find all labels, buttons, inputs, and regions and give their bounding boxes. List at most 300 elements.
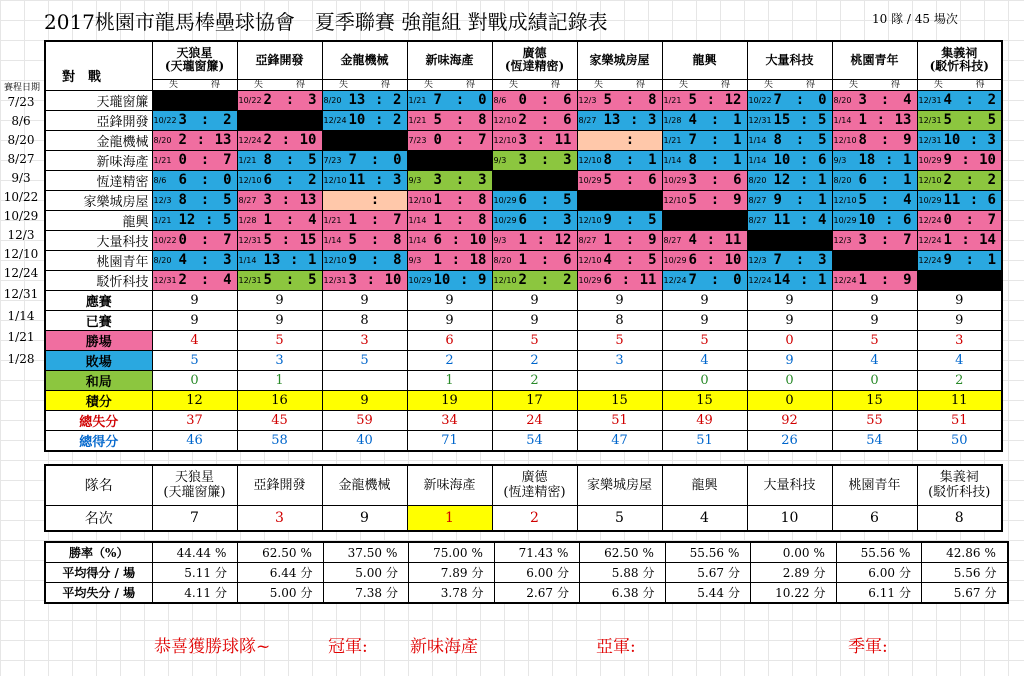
score-left: 6 bbox=[263, 172, 272, 188]
score-left: 7 bbox=[348, 152, 357, 168]
match-score bbox=[259, 272, 322, 288]
match-date: 10/29 bbox=[663, 175, 687, 185]
score-right: 13 bbox=[299, 192, 317, 208]
score-sep: : bbox=[285, 272, 295, 288]
match-date: 1/21 bbox=[408, 115, 427, 125]
match-date: 1/14 bbox=[833, 115, 852, 125]
score-sep: : bbox=[370, 192, 380, 208]
match-cell bbox=[917, 190, 1002, 210]
score-sep: : bbox=[196, 132, 205, 148]
score-sep: : bbox=[200, 232, 210, 248]
score-right: 12 bbox=[724, 92, 742, 108]
match-date: 1/14 bbox=[408, 215, 427, 225]
won-label: 得 bbox=[805, 79, 815, 90]
stat-value: 59 bbox=[322, 410, 407, 430]
stat-label: 積分 bbox=[45, 390, 152, 410]
pct-label: 勝率（%） bbox=[45, 542, 152, 563]
match-cell bbox=[492, 190, 577, 210]
score-sep: : bbox=[965, 172, 974, 188]
match-cell bbox=[492, 250, 577, 270]
score-right: 1 bbox=[818, 172, 827, 188]
match-score bbox=[174, 192, 237, 208]
pct-value: 6.00 bbox=[494, 563, 557, 583]
score-right: 8 bbox=[478, 212, 487, 228]
schedule-date: 8/27 bbox=[7, 152, 35, 166]
congrats-text: 恭喜獲勝球隊~ bbox=[154, 637, 271, 657]
score-left: 13 bbox=[603, 112, 621, 128]
match-cell bbox=[747, 190, 832, 210]
match-date: 1/14 bbox=[748, 135, 767, 145]
score-sep: : bbox=[370, 212, 380, 228]
match-date: 1/21 bbox=[663, 135, 682, 145]
match-score bbox=[429, 212, 492, 228]
score-right: 5 bbox=[308, 152, 317, 168]
match-cell bbox=[237, 250, 322, 270]
stat-value: 54 bbox=[492, 430, 577, 451]
score-right: 5 bbox=[818, 132, 827, 148]
match-date: 10/29 bbox=[493, 215, 517, 225]
match-date: 8/20 bbox=[323, 95, 342, 105]
score-right: 8 bbox=[478, 192, 487, 208]
pct-unit: 分 bbox=[215, 563, 238, 583]
match-date: 12/10 bbox=[578, 155, 602, 165]
row-team-name: 大量科技 bbox=[45, 230, 152, 250]
schedule-date: 8/20 bbox=[7, 133, 35, 147]
score-right: 6 bbox=[903, 212, 912, 228]
score-left: 9 bbox=[348, 252, 357, 268]
stat-value: 3 bbox=[237, 350, 322, 370]
match-cell bbox=[407, 230, 492, 250]
pct-unit: % bbox=[728, 542, 751, 563]
stat-value: 9 bbox=[662, 310, 747, 330]
match-score bbox=[514, 212, 577, 228]
stat-value: 26 bbox=[747, 430, 832, 451]
rank-team-label: 隊名 bbox=[45, 465, 152, 505]
score-sep: : bbox=[965, 112, 974, 128]
score-right: 6 bbox=[818, 152, 827, 168]
sub-header bbox=[747, 79, 832, 90]
score-sep: : bbox=[625, 212, 635, 228]
match-cell bbox=[322, 210, 407, 230]
match-cell bbox=[747, 90, 832, 110]
stat-row bbox=[45, 410, 1002, 430]
score-right: 9 bbox=[903, 272, 912, 288]
pct-row bbox=[45, 563, 1008, 583]
score-sep: : bbox=[795, 92, 805, 108]
team-sponsor: (駁忻科技) bbox=[928, 485, 991, 501]
corner-label: 對 戰 bbox=[62, 69, 102, 85]
score-right: 6 bbox=[563, 92, 572, 108]
match-score bbox=[769, 212, 832, 228]
match-date: 12/31 bbox=[748, 115, 772, 125]
match-cell bbox=[237, 210, 322, 230]
score-right: 2 bbox=[308, 172, 317, 188]
rank-team-name bbox=[152, 465, 237, 505]
match-cell bbox=[407, 130, 492, 150]
score-left: 3 bbox=[858, 92, 867, 108]
match-cell bbox=[237, 190, 322, 210]
stat-value: 8 bbox=[322, 310, 407, 330]
score-left: 5 bbox=[603, 172, 612, 188]
score-left: 1 bbox=[518, 232, 527, 248]
pct-value: 6.38 bbox=[580, 583, 643, 604]
teams-count: 10 隊 / 45 場次 bbox=[872, 12, 958, 26]
match-score bbox=[769, 92, 832, 108]
match-cell bbox=[662, 190, 747, 210]
match-date: 8/27 bbox=[748, 195, 767, 205]
match-cell bbox=[832, 150, 917, 170]
match-score bbox=[259, 132, 322, 148]
rank-label: 名次 bbox=[45, 505, 152, 531]
match-score bbox=[599, 272, 662, 288]
score-sep: : bbox=[799, 272, 809, 288]
stat-row bbox=[45, 350, 1002, 370]
match-date: 12/24 bbox=[238, 135, 262, 145]
score-left: 11 bbox=[348, 172, 366, 188]
match-score bbox=[854, 152, 917, 168]
score-right: 4 bbox=[903, 92, 912, 108]
match-cell bbox=[662, 250, 747, 270]
third-label: 季軍: bbox=[848, 637, 888, 657]
match-date: 8/20 bbox=[153, 135, 172, 145]
score-sep: : bbox=[374, 112, 384, 128]
score-sep: : bbox=[710, 112, 720, 128]
stat-value bbox=[577, 370, 662, 390]
match-date: 12/24 bbox=[748, 275, 772, 285]
match-score bbox=[514, 252, 577, 268]
stat-value: 0 bbox=[747, 390, 832, 410]
match-row bbox=[45, 190, 1002, 210]
schedule-date: 9/3 bbox=[11, 171, 31, 185]
match-score bbox=[514, 192, 577, 208]
match-cell bbox=[492, 90, 577, 110]
score-left: 5 bbox=[603, 92, 612, 108]
match-score bbox=[174, 152, 237, 168]
match-cell bbox=[152, 230, 237, 250]
match-score bbox=[684, 232, 747, 248]
match-score bbox=[684, 132, 747, 148]
score-left: 7 bbox=[433, 92, 442, 108]
stat-row bbox=[45, 330, 1002, 350]
score-right: 6 bbox=[987, 192, 996, 208]
score-left: 8 bbox=[263, 152, 272, 168]
score-sep: : bbox=[285, 152, 295, 168]
score-sep: : bbox=[540, 112, 550, 128]
score-sep: : bbox=[710, 172, 720, 188]
row-team-name: 新味海產 bbox=[45, 150, 152, 170]
match-cell bbox=[662, 150, 747, 170]
match-cell bbox=[577, 170, 662, 190]
rank-value: 3 bbox=[237, 505, 322, 531]
pct-unit: % bbox=[985, 542, 1008, 563]
match-row bbox=[45, 130, 1002, 150]
match-date: 12/10 bbox=[323, 255, 347, 265]
stat-value: 34 bbox=[407, 410, 492, 430]
match-score bbox=[939, 172, 1002, 188]
score-right: 1 bbox=[733, 152, 742, 168]
stat-value: 9 bbox=[662, 290, 747, 310]
match-score bbox=[684, 172, 747, 188]
stat-label: 已賽 bbox=[45, 310, 152, 330]
score-sep: : bbox=[200, 192, 210, 208]
score-left: 4 bbox=[688, 232, 697, 248]
pct-value: 2.89 bbox=[751, 563, 814, 583]
stat-value: 4 bbox=[917, 350, 1002, 370]
stat-value: 4 bbox=[152, 330, 237, 350]
match-cell bbox=[407, 190, 492, 210]
pct-value: 71.43 bbox=[494, 542, 557, 563]
pct-value: 44.44 bbox=[152, 542, 215, 563]
score-left: 5 bbox=[263, 272, 272, 288]
score-sep: : bbox=[455, 212, 465, 228]
score-sep: : bbox=[200, 272, 210, 288]
stat-value: 55 bbox=[832, 410, 917, 430]
score-sep: : bbox=[795, 192, 805, 208]
match-score bbox=[344, 92, 407, 108]
match-cell bbox=[237, 90, 322, 110]
team-header bbox=[237, 41, 322, 79]
rank-team-name bbox=[917, 465, 1002, 505]
stat-value: 2 bbox=[917, 370, 1002, 390]
match-cell bbox=[492, 150, 577, 170]
match-score bbox=[939, 132, 1002, 148]
match-date: 1/14 bbox=[663, 155, 682, 165]
won-label: 得 bbox=[720, 79, 730, 90]
schedule-date: 12/31 bbox=[3, 287, 39, 301]
pct-unit: % bbox=[899, 542, 922, 563]
match-score bbox=[174, 112, 237, 128]
pct-unit: 分 bbox=[814, 583, 837, 604]
match-score bbox=[514, 232, 577, 248]
score-right: 5 bbox=[223, 212, 232, 228]
score-left: 10 bbox=[858, 212, 876, 228]
pct-unit: % bbox=[386, 542, 409, 563]
score-sep: : bbox=[799, 112, 809, 128]
match-cell bbox=[832, 190, 917, 210]
stat-value: 9 bbox=[917, 310, 1002, 330]
pct-value: 75.00 bbox=[409, 542, 472, 563]
match-score bbox=[599, 212, 662, 228]
stat-value: 2 bbox=[492, 350, 577, 370]
score-sep: : bbox=[795, 252, 805, 268]
match-cell bbox=[407, 90, 492, 110]
score-left: 6 bbox=[178, 172, 187, 188]
stat-value: 9 bbox=[237, 290, 322, 310]
match-score bbox=[769, 132, 832, 148]
match-date: 1/21 bbox=[238, 155, 257, 165]
match-score bbox=[174, 132, 237, 148]
match-cell bbox=[407, 270, 492, 290]
match-date: 10/22 bbox=[153, 115, 177, 125]
stat-value: 3 bbox=[917, 330, 1002, 350]
score-left: 6 bbox=[433, 232, 442, 248]
rank-team-name bbox=[237, 465, 322, 505]
match-cell bbox=[662, 110, 747, 130]
lost-label: 失 bbox=[763, 79, 773, 90]
row-team-name: 恆達精密 bbox=[45, 170, 152, 190]
team-header bbox=[152, 41, 237, 79]
row-team-name: 天瓏窗簾 bbox=[45, 90, 152, 110]
schedule-date: 7/23 bbox=[7, 95, 35, 109]
schedule-date: 10/29 bbox=[3, 209, 39, 223]
stat-value: 15 bbox=[577, 390, 662, 410]
match-score bbox=[684, 272, 747, 288]
score-sep: : bbox=[706, 92, 715, 108]
score-left: 11 bbox=[773, 212, 791, 228]
match-cell bbox=[577, 130, 662, 150]
sub-header bbox=[917, 79, 1002, 90]
pct-value: 7.89 bbox=[409, 563, 472, 583]
match-score bbox=[259, 232, 322, 248]
score-left: 12 bbox=[178, 212, 196, 228]
stat-value: 40 bbox=[322, 430, 407, 451]
pct-value: 5.67 bbox=[922, 583, 985, 604]
match-date: 10/29 bbox=[408, 275, 432, 285]
match-score bbox=[174, 272, 237, 288]
score-right: 8 bbox=[393, 252, 402, 268]
score-left: 10 bbox=[943, 132, 961, 148]
match-date: 12/24 bbox=[833, 275, 857, 285]
stat-value: 15 bbox=[662, 390, 747, 410]
match-date: 1/14 bbox=[238, 255, 257, 265]
match-date: 12/24 bbox=[918, 235, 942, 245]
stat-value: 11 bbox=[917, 390, 1002, 410]
stat-value: 5 bbox=[662, 330, 747, 350]
score-right: 4 bbox=[818, 212, 827, 228]
score-left: 10 bbox=[433, 272, 451, 288]
row-team-name: 金龍機械 bbox=[45, 130, 152, 150]
pct-value: 0.00 bbox=[751, 542, 814, 563]
score-right: 4 bbox=[308, 212, 317, 228]
score-sep: : bbox=[799, 172, 809, 188]
pct-value: 55.56 bbox=[836, 542, 899, 563]
stat-label: 敗場 bbox=[45, 350, 152, 370]
match-score bbox=[939, 252, 1002, 268]
lost-label: 失 bbox=[848, 79, 858, 90]
sub-header bbox=[662, 79, 747, 90]
match-date: 12/10 bbox=[238, 175, 262, 185]
match-cell bbox=[577, 230, 662, 250]
match-score bbox=[854, 112, 917, 128]
match-cell bbox=[662, 130, 747, 150]
stat-value: 9 bbox=[407, 290, 492, 310]
match-cell bbox=[917, 150, 1002, 170]
match-cell bbox=[237, 270, 322, 290]
stat-value: 0 bbox=[662, 370, 747, 390]
match-cell bbox=[917, 90, 1002, 110]
score-right: 10 bbox=[979, 152, 996, 168]
self-match-cell bbox=[662, 210, 747, 230]
score-left: 18 bbox=[858, 152, 876, 168]
score-sep: : bbox=[451, 252, 460, 268]
score-right: 1 bbox=[987, 252, 996, 268]
stat-row bbox=[45, 310, 1002, 330]
score-sep: : bbox=[200, 172, 210, 188]
score-sep: : bbox=[200, 252, 210, 268]
score-left: 5 bbox=[688, 92, 697, 108]
score-sep: : bbox=[710, 132, 720, 148]
match-cell bbox=[917, 170, 1002, 190]
score-sep: : bbox=[625, 232, 635, 248]
row-team-name: 家樂城房屋 bbox=[45, 190, 152, 210]
pct-value: 7.38 bbox=[323, 583, 386, 604]
team-header bbox=[577, 41, 662, 79]
score-sep: : bbox=[285, 172, 295, 188]
rank-value: 2 bbox=[492, 505, 577, 531]
score-right: 10 bbox=[469, 232, 487, 248]
pct-value: 6.44 bbox=[238, 563, 301, 583]
match-date: 8/6 bbox=[153, 175, 167, 185]
stat-value: 2 bbox=[492, 370, 577, 390]
score-left: 0 bbox=[518, 92, 527, 108]
team-sponsor: (天瓏窗簾) bbox=[164, 59, 225, 74]
match-cell bbox=[322, 190, 407, 210]
rank-team-name bbox=[832, 465, 917, 505]
won-label: 得 bbox=[295, 79, 305, 90]
pct-unit: 分 bbox=[985, 563, 1008, 583]
pct-value: 5.56 bbox=[922, 563, 985, 583]
score-sep: : bbox=[200, 112, 210, 128]
match-date: 1/21 bbox=[663, 95, 682, 105]
stat-value: 50 bbox=[917, 430, 1002, 451]
team-name: 龍興 bbox=[692, 52, 717, 67]
match-score bbox=[599, 132, 662, 148]
pct-value: 5.44 bbox=[665, 583, 728, 604]
team-name: 龍興 bbox=[691, 477, 718, 493]
match-date: 1/21 bbox=[153, 215, 172, 225]
match-score bbox=[854, 232, 917, 248]
lost-label: 失 bbox=[933, 79, 943, 90]
score-sep: : bbox=[706, 252, 715, 268]
stat-value: 9 bbox=[747, 350, 832, 370]
team-name: 亞鋒開發 bbox=[253, 477, 306, 493]
score-left: 8 bbox=[858, 132, 867, 148]
score-sep: : bbox=[366, 272, 375, 288]
won-label: 得 bbox=[380, 79, 390, 90]
score-sep: : bbox=[281, 232, 290, 248]
match-date: 12/31 bbox=[918, 135, 942, 145]
match-score bbox=[854, 192, 917, 208]
score-sep: : bbox=[540, 252, 550, 268]
score-left: 4 bbox=[943, 92, 952, 108]
match-score bbox=[174, 212, 237, 228]
sub-header bbox=[322, 79, 407, 90]
percentage-table bbox=[44, 541, 1009, 604]
stat-value: 5 bbox=[322, 350, 407, 370]
pct-value: 55.56 bbox=[665, 542, 728, 563]
score-right: 1 bbox=[818, 272, 827, 288]
score-left: 1 bbox=[858, 112, 867, 128]
score-left: 3 bbox=[518, 152, 527, 168]
match-score bbox=[939, 92, 1002, 108]
pct-unit: 分 bbox=[472, 583, 495, 604]
team-header bbox=[832, 41, 917, 79]
score-right: 9 bbox=[478, 272, 487, 288]
score-right: 0 bbox=[818, 92, 827, 108]
score-left: 3 bbox=[348, 272, 357, 288]
score-left: 8 bbox=[773, 132, 782, 148]
stat-value: 0 bbox=[832, 370, 917, 390]
pct-value: 6.00 bbox=[836, 563, 899, 583]
stat-value: 9 bbox=[492, 310, 577, 330]
match-date: 10/29 bbox=[663, 255, 687, 265]
match-date: 12/31 bbox=[238, 235, 262, 245]
score-right: 1 bbox=[733, 132, 742, 148]
match-cell bbox=[747, 210, 832, 230]
team-header bbox=[662, 41, 747, 79]
stat-label: 應賽 bbox=[45, 290, 152, 310]
match-date: 1/21 bbox=[153, 155, 172, 165]
